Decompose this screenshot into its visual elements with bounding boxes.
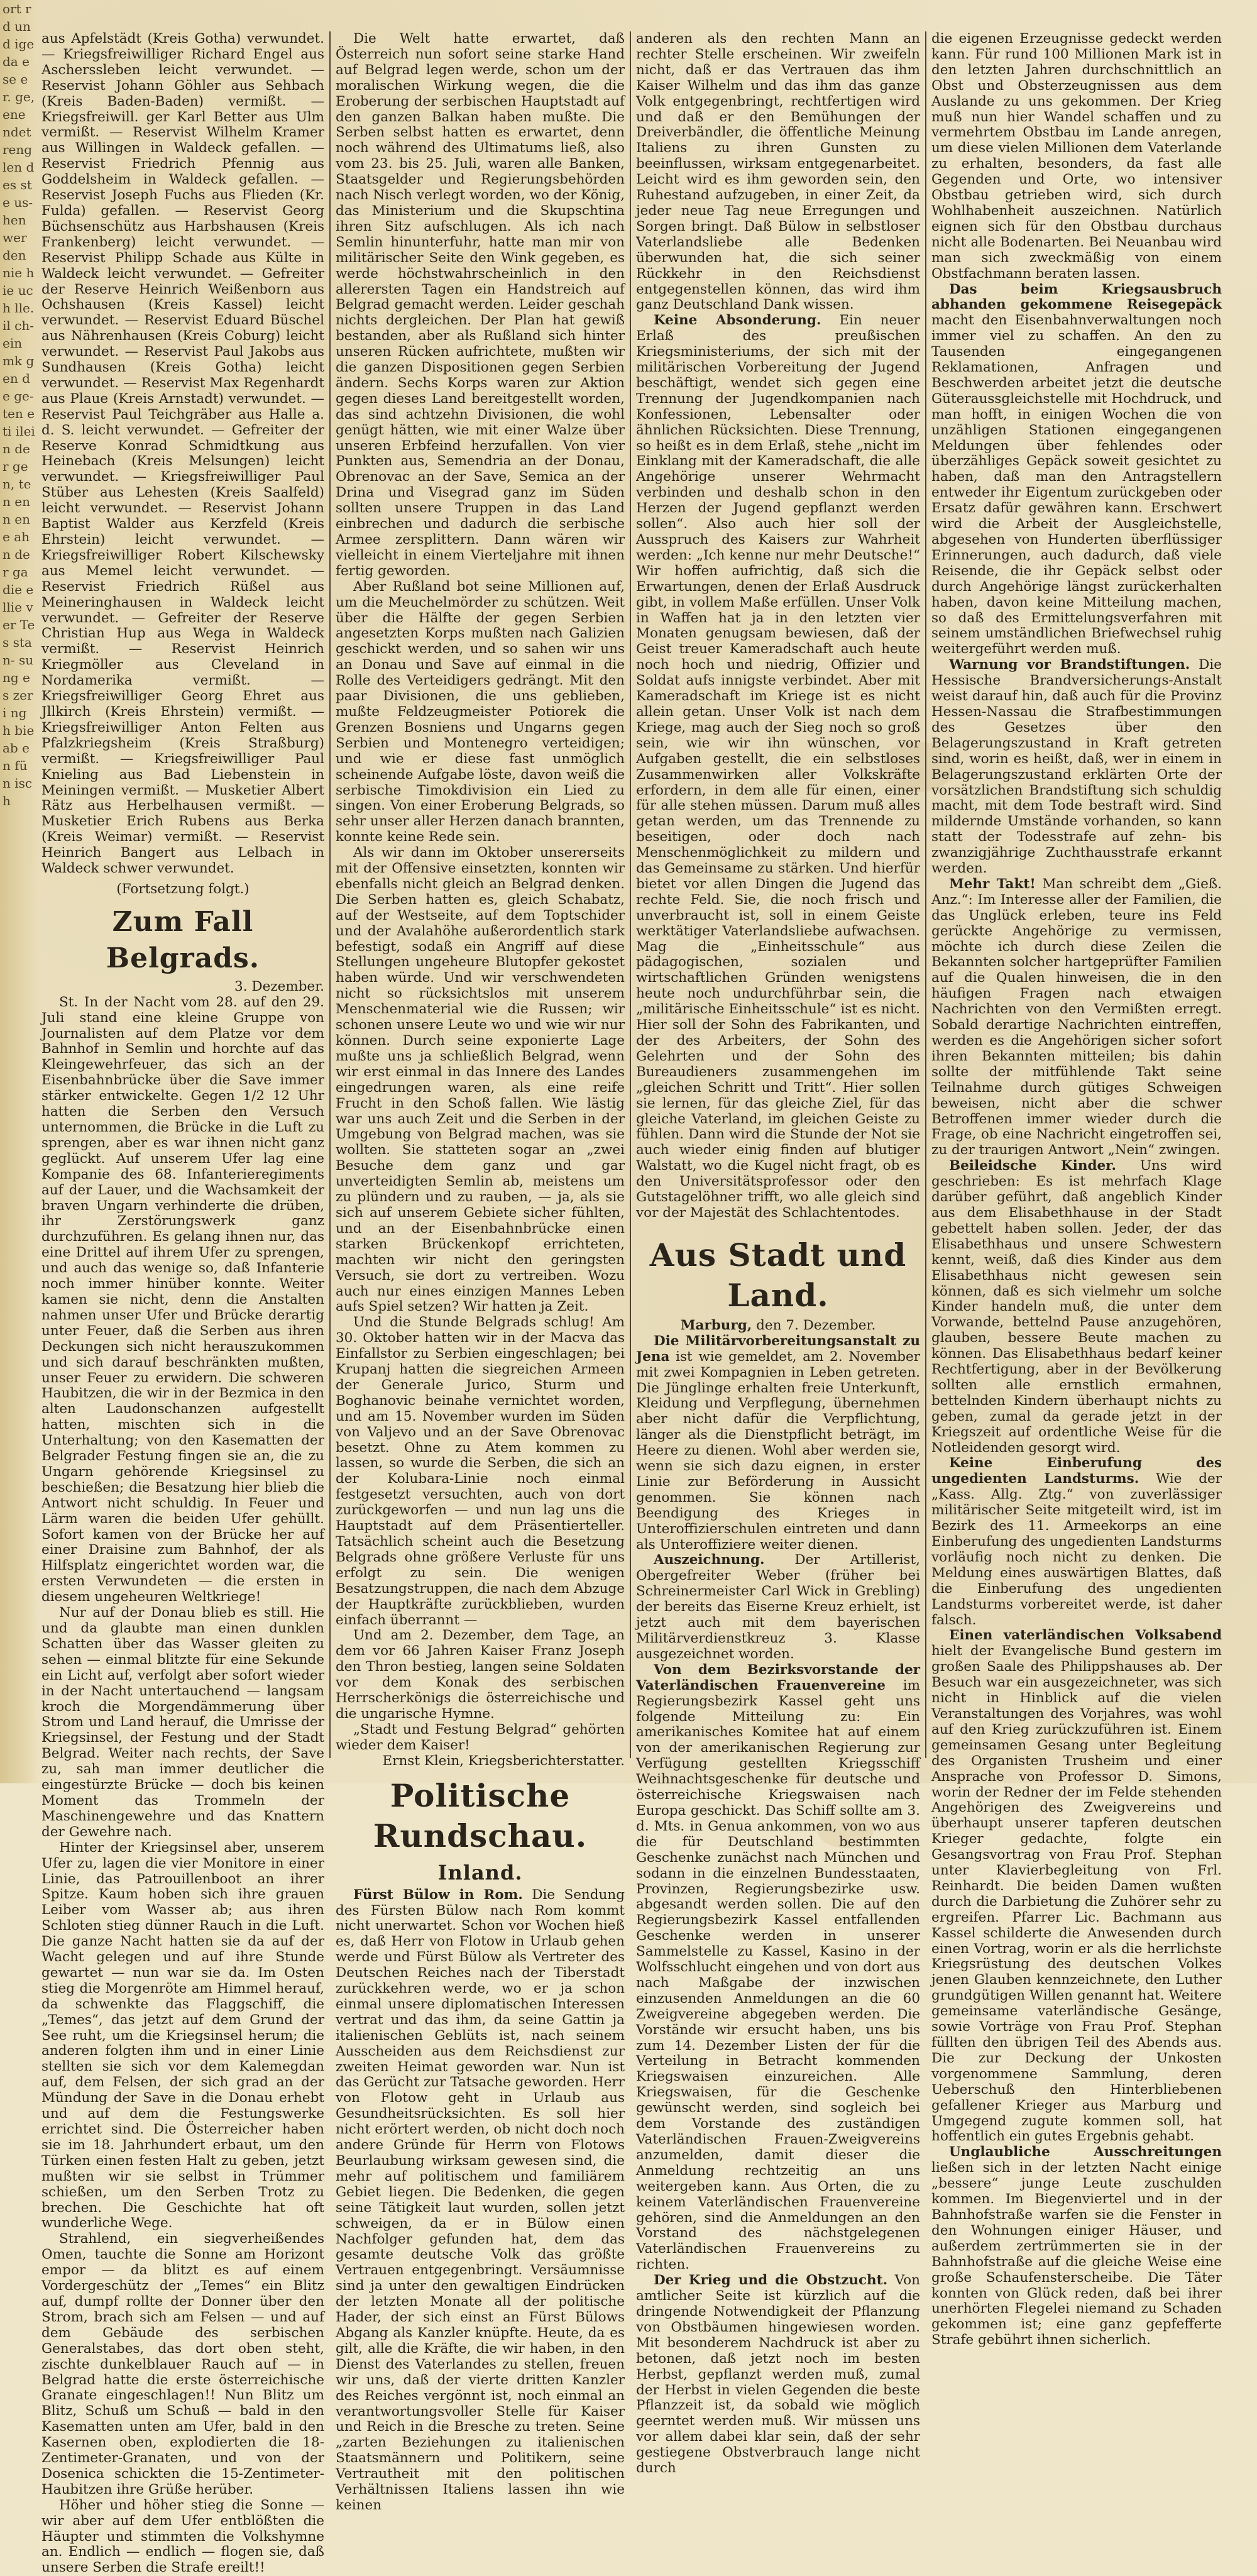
item-text: Wie der „Kass. Allg. Ztg.“ von zuverlässiger militärischer Seite mitgeteilt wird, ist im Bezirk des 11. Armeekorps an eine Einberufung des ungedienten Landsturms vorläufig noch nicht zu denken. Die Meldung eines auswärtigen Blattes, daß die Einberufung des ungedienten Landsturms vorbereitet werde, ist daher falsch. (931, 1471, 1222, 1628)
article-paragraph: Aber Rußland bot seine Millionen auf, um die Meuchelmörder zu schützen. Weit über die Hälfte der gegen Serbien angesetzten Korps mußten nach Galizien geschickt werden, und so sahen wir uns an Donau und Save auf einmal in die Rolle des Verteidigers gedrängt. Mit den paar Divisionen, die uns geblieben, mußte Feldzeugmeister Potiorek die Grenzen Bosniens und Ungarns gegen Serbien und Montenegro verteidigen; und wie er diese fast unmöglich scheinende Aufgabe löste, davon weiß die serbische Timokdivision ein Lied zu singen. Von einer Eroberung Belgrads, so sehr unser aller Herzen danach brannten, konnte keine Rede sein. (336, 578, 625, 845)
item-heading: Keine Absonderung. (653, 312, 821, 329)
article-paragraph: „Stadt und Festung Belgrad“ gehörten wieder dem Kaiser! (336, 1721, 625, 1753)
item-heading: Keine Einberufung des ungedienten Landsturms. (931, 1455, 1222, 1487)
article-paragraph: anderen als den rechten Mann an rechter Stelle erscheinen. Wir zweifeln nicht, daß er das Vertrauen das ihm Kaiser Wilhelm und das ihm das ganze Volk entgegenbringt, rechtfertigen wird und daß er den Bemühungen der Dreiverbändler, die öffentliche Meinung Italiens zu ihren Gunsten zu beeinflussen, wirksam entgegenarbeitet. Leicht wird es ihm geworden sein, den Ruhestand aufzugeben, in einer Zeit, da jeder neue Tag neue Erregungen und Sorgen bringt. Daß Bülow in selbstloser Vaterlandsliebe alle Bedenken überwunden hat, die sich seiner Rückkehr in den Reichsdienst entgegenstellen können, das wird ihm ganz Deutschland Dank wissen. (636, 31, 920, 313)
item-text: ist wie gemeldet, am 2. November mit zwei Kompagnien in Leben getreten. Die Jünglinge erhalten freie Unterkunft, Kleidung und Verpflegung, übernehmen aber nicht dafür die Verpflichtung, länger als die Dienstpflicht beträgt, im Heere zu dienen. Wohl aber werden sie, wenn sie sich dazu eignen, in erster Linie zur Beförderung in Aussicht genommen. Sie können nach Beendigung des Krieges in Unteroffizierschulen eintreten und dann als Unteroffiziere weiter dienen. (636, 1348, 920, 1553)
article-paragraph: Hinter der Kriegsinsel aber, unserem Ufer zu, lagen die vier Monitore in einer Linie, das Patrouillenboot an ihrer Spitze. Kaum hoben sich ihre grauen Leiber vom Wasser ab; aus ihren Schloten stieg dünner Rauch in die Luft. Die ganze Nacht hatten sie da auf der Wacht gelegen und auf ihre Stunde gewartet — nun war sie da. Im Osten stieg die Morgenröte am Himmel herauf, da schwenkte das Flaggschiff, die „Temes“, das jetzt auf dem Grund der See ruht, um die Kriegsinsel herum; die anderen folgten ihm und in einer Linie stellten sie sich vor dem Kalemegdan auf, dem Felsen, der sich grad an der Mündung der Save in die Donau erhebt und auf dem die Festungswerke errichtet sind. Die Österreicher haben sie im 18. Jahrhundert erbaut, um den Türken einen festen Halt zu geben, jetzt mußten wir sie selbst in Trümmer schießen, um den Serben Trotz zu brechen. Die Geschichte hat oft wunderliche Wege. (41, 1839, 324, 2232)
article-paragraph: Und die Stunde Belgrads schlug! Am 30. Oktober hatten wir in der Macva das Einfallstor zu Serbien eingeschlagen; bei Krupanj hatten die siegreichen Armeen der Generale Jurico, Sturm und Boghanovic beinahe vernichtet worden, und am 15. November wurden im Süden von Valjevo und an der Save Obrenovac besetzt. Ohne zu Atem kommen zu lassen, so wurde die Serben, die sich an der Kolubara-Linie noch einmal festgesetzt versuchten, auch von dort zurückgeworfen — und nun lag uns die Hauptstadt auf dem Präsentierteller. Tatsächlich scheint auch die Besetzung Belgrads ohne größere Verluste für uns erfolgt zu sein. Die wenigen Besatzungstruppen, die nach dem Abzuge der Hauptkräfte zurückblieben, wurden einfach überrannt — (336, 1314, 625, 1628)
item-text: im Regierungsbezirk Kassel geht uns folgende Mitteilung zu: Ein amerikanisches Komitee hat auf einem von der amerikanischen Regierung zur Verfügung gestellten Kriegsschiff Weihnachtsgeschenke für deutsche und österreichische Kriegswaisen nach Europa geschickt. Das Schiff sollte am 3. d. Mts. in Genua ankommen, von wo aus die für Deutschland bestimmten Geschenke zunächst nach München und sodann in die einzelnen Bundesstaaten, Provinzen, Regierungsbezirke usw. abgesandt werden sollen. Die auf den Regierungsbezirk Kassel entfallenden Geschenke werden in unserer Sammelstelle zu Kassel, Kasino in der Wolfsschlucht eingehen und von dort aus nach Maßgabe der inzwischen einzusenden Anmeldungen an die 60 Zweigvereine abgegeben werden. Die Vorstände wir ersucht haben, uns bis zum 14. Dezember Listen der für die Verteilung in Betracht kommenden Kriegswaisen einzureichen. Alle Kriegswaisen, für die Geschenke gewünscht werden, sind sogleich bei dem Vorstande des zuständigen Vaterländischen Frauen-Zweigvereins anzumelden, damit dieser die Anmeldung rechtzeitig an uns weitergeben kann. Aus Orten, die zu keinem Vaterländischen Frauenvereine gehören, sind die Anmeldungen an den Vorstand des nächstgelegenen Vaterländischen Frauenvereins zu richten. (636, 1677, 920, 2273)
item-text: Von amtlicher Seite ist kürzlich auf die dringende Notwendigkeit der Pflanzung von Obstbäumen hingewiesen worden. Mit besonderem Nachdruck ist aber zu betonen, daß jetzt noch im besten Herbst, gepflanzt werden muß, zumal der Herbst in vielen Gegenden die beste Pflanzzeit ist, da sobald wie möglich geerntet werden muß. Wir müssen uns vor allem dabei klar sein, daß der sehr gestiegene Obstverbrauch lange nicht durch (636, 2272, 920, 2477)
column-3 (636, 31, 921, 2477)
item-heading: Beileidsche Kinder. (948, 1158, 1117, 1174)
section-title-stadt-land: Aus Stadt und Land. (649, 1236, 907, 1314)
article-signature: Ernst Klein, Kriegsberichterstatter. (382, 1753, 625, 1769)
item-heading: Fürst Bülow in Rom. (353, 1886, 523, 1903)
item-heading: Mehr Takt! (948, 876, 1036, 892)
item-text: macht den Eisenbahnverwaltungen noch immer viel zu schaffen. An den zu Tausenden eingegangenen Reklamationen, Anfragen und Beschwerden arbeitet jetzt die deutsche Güteraussgleichstelle mit Hochdruck, und man hofft, in einigen Wochen die von unzähligen Stationen eingegangenen Meldungen über fehlendes oder überzähliges Gepäck soweit gesichtet zu haben, daß man den Antragstellern entweder ihr Eigentum zurückgeben oder Ersatz dafür gewähren kann. Erschwert wird die Arbeit der Ausgleichstelle, abgesehen von Hunderten überflüssiger Erinnerungen, auch dadurch, daß viele Reisende, die ihr Gepäck selbst oder durch Angehörige längst zurückerhalten haben, davon keine Mitteilung machen, so daß des Ermittelungsverfahren mit seinem umständlichen Briefwechsel ruhig weitergeführt werden muß. (931, 312, 1222, 658)
continuation-note: (Fortsetzung folgt.) (116, 881, 250, 897)
dateline-date: den 7. Dezember. (756, 1317, 876, 1333)
item-heading: Die Militärvorbereitungsanstalt zu Jena (636, 1333, 920, 1365)
column-rule (925, 31, 926, 1758)
item-heading: Das beim Kriegsausbruch abhanden gekommene Reisegepäck (931, 281, 1222, 313)
casualty-list: aus Apfelstädt (Kreis Gotha) verwundet. — Kriegsfreiwilliger Richard Engel aus Ascherssleben leicht verwundet. — Reservist Johann Göhler aus Sehbach (Kreis Baden-Baden) vermißt. — Kriegsfreiwill. ger Karl Better aus Ulm vermißt. — Reservist Wilhelm Kramer aus Willingen in Waldeck gefallen. — Reservist Friedrich Pfennig aus Goddelsheim in Waldeck gefallen. — Reservist Joseph Fuchs aus Flieden (Kr. Fulda) gefallen. — Reservist Georg Büchsenschütz aus Harbshausen (Kreis Frankenberg) leicht verwundet. — Reservist Philipp Schade aus Külte in Waldeck leicht verwundet. — Gefreiter der Reserve Heinrich Weißenborn aus Ochshausen (Kreis Kassel) leicht verwundet. — Reservist Eduard Büschel aus Nährenhausen (Kreis Coburg) leicht verwundet. — Reservist Paul Jakobs aus Sundhausen (Kreis Gotha) leicht verwundet. — Reservist Max Regenhardt aus Plaue (Kreis Arnstadt) verwundet. — Reservist Paul Teichgräber aus Halle a. d. S. leicht verwundet. — Gefreiter der Reserve Konrad Schmidtkung aus Heinebach (Kreis Melsungen) leicht verwundet. — Kriegsfreiwilliger Paul Stüber aus Lehesten (Kreis Saalfeld) leicht verwundet. — Reservist Johann Baptist Walder aus Kerzfeld (Kreis Ehrstein) leicht verwundet. — Kriegsfreiwilliger Robert Kilschewsky aus Memel leicht verwundet. — Reservist Friedrich Rüßel aus Meineringhausen in Waldeck leicht verwundet. — Gefreiter der Reserve Christian Hup aus Wega in Waldeck vermißt. — Reservist Heinrich Kriegmöller aus Cleveland in Nordamerika vermißt. — Kriegsfreiwilliger Georg Ehret aus Jllkirch (Kreis Ehrstein) vermißt. — Kriegsfreiwilliger Anton Felten aus Pfalzkriegsheim (Kreis Straßburg) vermißt. — Kriegsfreiwilliger Paul Knieling aus Bad Liebenstein in Meiningen vermißt. — Musketier Albert Rätz aus Herbelhausen vermißt. — Musketier Erich Rubens aus Berka (Kreis Weimar) vermißt. — Reservist Heinrich Bangert aus Lelbach in Waldeck schwer verwundet. (41, 31, 324, 877)
article-paragraph: Nur auf der Donau blieb es still. Hie und da glaubte man einen dunklen Schatten über das Wasser gleiten zu sehen — einmal blitzte für eine Sekunde ein Licht auf, verfolgt aber sofort wieder in der Nacht untertauchend — langsam kroch die Morgendämmerung über Strom und Land herauf, die Umrisse der Kriegsinsel, der Festung und der Stadt Belgrad. Weiter nach rechts, der Save zu, sah man immer deutlicher die eingestürzte Brücke — doch bis keinen Moment das Trommeln der Maschinengewehre und das Knattern der Gewehre nach. (41, 1605, 324, 1840)
dateline-place: Marburg, (680, 1317, 752, 1333)
item-text: Die Hessische Brandversicherungs-Anstalt weist darauf hin, daß auch für die Provinz Hessen-Nassau die Strafbestimmungen des Gesetzes über den Belagerungszustand in Kraft getreten sind, worin es heißt, daß, wer in einem in Belagerungszustand erklärten Orte der vorsätzlichen Brandstiftung sich schuldig macht, mit dem Tode bestraft wird. Sind mildernde Umstände vorhanden, so kann statt der Todesstrafe auf zehn- bis zwanzigjährige Zuchthausstrafe erkannt werden. (931, 657, 1222, 877)
adjacent-page-fragment: ort rd und ige da ese er. ge, ene ndet reng len des ste us- hen wer den nie hie uch lle. il ch- ein mk gen de ge- ten e ti ilein der gen, ten enn ene ahn der ga die ellie ver Tes stan- sung es zeri ng h bie ab en fün isch (3, 1, 35, 808)
item-text: ließen sich in der letzten Nacht einige „bessere“ junge Leute zuschulden kommen. Im Biegenviertel und in der Bahnhofstraße warfen sie die Fenster in den Wohnungen einiger Häuser, und außerdem zertrümmerten sie in der Bahnhofstraße auf die gleiche Weise eine große Schaufensterscheibe. Die Täter konnten von Glück reden, daß bei ihrer unerhörten Flegelei niemand zu Schaden gekommen ist; eine ganz gepfefferte Strafe gebührt ihnen sicherlich. (931, 2160, 1222, 2348)
section-title-politik: Politische Rundschau. (373, 1776, 588, 1854)
item-heading: Einen vaterländischen Volksabend (948, 1627, 1222, 1644)
article-paragraph: St. In der Nacht vom 28. auf den 29. Juli stand eine kleine Gruppe von Journalisten auf dem Platze vor dem Bahnhof in Semlin und horchte auf das Kleingewehrfeuer, das sich an der Eisenbahnbrücke über die Save immer stärker entwickelte. Gegen 1/2 12 Uhr hatten die Serben den Versuch unternommen, die Brücke in die Luft zu sprengen, aber es war ihnen nicht ganz geglückt. Auf unserem Ufer lag eine Kompanie des 68. Infanterieregiments auf der Lauer, und die Wachsamkeit der braven Ungarn verhinderte die drüben, ihr Zerstörungswerk ganz durchzuführen. Es gelang ihnen nur, das eine Drittel auf ihrem Ufer zu sprengen, und auch das wenige so, daß Infanterie noch immer hinüber konnte. Weiter kamen sie nicht, denn die Anstalten nahmen unser Ufer und Brücke derartig unter Feuer, daß die Serben aus ihren Deckungen sich nicht herauszukommen und sich darauf beschränkten mußten, unser Feuer zu erwidern. Die schweren Haubitzen, die wir in der Bezmica in den alten Laudonschanzen aufgestellt hatten, mischten sich in die Unterhaltung; von den Kasematten der Belgrader Festung fingen sie an, die zu Ungarn gehörende Kriegsinsel zu beschießen; die Besatzung hier blieb die Antwort nicht schuldig. In Feuer und Lärm waren die beiden Ufer gehüllt. Sofort kamen von der Brücke her auf einer Draisine zum Bahnhof, der als Hilfsplatz eingerichtet worden war, die ersten Verwundeten — die ersten in diesem ungeheuren Weltkriege! (41, 994, 324, 1605)
article-paragraph: Höher und höher stieg die Sonne — wir aber auf dem Ufer entblößten die Häupter und stimmten die Volkshymne an. Endlich — endlich — flogen sie, daß unsere Serben die Strafe ereilt!! (41, 2497, 324, 2576)
item-heading: Warnung vor Brandstiftungen. (948, 657, 1190, 673)
left-page-margin (0, 0, 39, 1783)
item-text: Die Sendung des Fürsten Bülow nach Rom kommt nicht unerwartet. Schon vor Wochen hieß es, daß Herr von Flotow in Urlaub gehen werde und Fürst Bülow als Vertreter des Deutschen Reiches nach der Tiberstadt zurückkehren werde, wo er ja schon einmal unsere diplomatischen Interessen vertrat und das ihm, da seine Gattin ja italienischen Geblüts ist, nach seinem Ausscheiden aus dem Reichsdienst zur zweiten Heimat geworden war. Nun ist das Gerücht zur Tatsache geworden. Herr von Flotow geht in Urlaub aus Gesundheitsrücksichten. Es soll hier nicht erörtert werden, ob nicht doch noch andere Gründe für Herrn von Flotows Beurlaubung wirksam gewesen sind, die mehr auf politischem und familiärem Gebiet liegen. Die Bedenken, die gegen seine Tätigkeit laut wurden, sollen jetzt schweigen, da er in Bülow einen Nachfolger gefunden hat, dem das gesamte deutsche Volk das größte Vertrauen entgegenbringt. Versäumnisse sind ja unter den gewaltigen Eindrücken der letzten Monate all der politische Hader, der sich einst an Fürst Bülows Abgang als Kanzler knüpfte. Heute, da es gilt, alle die Kräfte, die wir haben, in den Dienst des Vaterlandes zu stellen, freuen wir uns, daß der vierte dritten Kanzler des Reiches vergönnt ist, noch einmal an verantwortungsvoller Stelle für Kaiser und Reich in die Bresche zu treten. Seine „zarten Beziehungen zu italienischen Staatsmännern und Politikern, seine Vertrautheit mit den politischen Verhältnissen Italiens lassen ihn wie keinen (336, 1886, 625, 2513)
column-rule (630, 31, 631, 1758)
column-rule (329, 31, 331, 1758)
article-paragraph: Strahlend, ein siegverheißendes Omen, tauchte die Sonne am Horizont empor — da blitzt es auf einem Vordergeschütz der „Temes“ ein Blitz auf, dumpf rollte der Donner über den Strom, brach sich am Felsen — und auf dem Gebäude des serbischen Generalstabes, das dort oben steht, zischte dunkelblauer Rauch auf — in Belgrad hatte die erste österreichische Granate eingeschlagen!! Nun Blitz um Blitz, Schuß um Schuß — bald in den Kasematten unten am Ufer, bald in den Kasernen oben, explodierten die 18-Zentimeter-Granaten, und von der Dosenica schickten die 15-Zentimeter-Haubitzen ihre Grüße herüber. (41, 2231, 324, 2497)
column-2 (336, 31, 625, 2513)
article-paragraph: Und am 2. Dezember, dem Tage, an dem vor 66 Jahren Kaiser Franz Joseph den Thron bestieg, langen seine Soldaten vor dem Konak des serbischen Herrscherkönigs die österreichische und die ungarische Hymne. (336, 1627, 625, 1722)
article-title-belgrad: Zum Fall Belgrads. (106, 905, 260, 974)
item-text: hielt der Evangelische Bund gestern im großen Saale des Philippshauses ab. Der Besuch war ein ausgezeichneter, was sich nicht in Hinblick auf die vielen Veranstaltungen des Vorjahres, was wohl auf den Krieg zurückzuführen ist. Einem gemeinsamen Gesang unter Begleitung des Organisten Trusheim und einer Ansprache von Professor D. Simons, worin der Redner der im Felde stehenden Angehörigen des Zweigvereins und überhaupt unserer tapferen deutschen Krieger gedachte, folgte ein Gesangsvortrag von Frau Prof. Stephan unter Klavierbegleitung von Frl. Reinhardt. Die beiden Damen wußten durch die Darbietung die Zuhörer sehr zu ergreifen. Pfarrer Lic. Bachmann aus Kassel schilderte die Anwesenden durch einen Vortrag, worin er als die herrlichste Kriegsrüstung des deutschen Volkes jenen Glauben kennzeichnete, den Luther grundgütigen Willen genannt hat. Weitere gemeinsame vaterländische Gesänge, sowie Vorträge von Frau Prof. Stephan füllten den übrigen Teil des Abends aus. Die zur Deckung der Unkosten vorgenommene Sammlung, deren Ueberschuß den Hinterbliebenen gefallener Krieger aus Marburg und Umgegend zugute kommen soll, hat hoffentlich ein gutes Ergebnis gehabt. (931, 1643, 1222, 2145)
item-text: Man schreibt dem „Gieß. Anz.“: Im Interesse aller der Familien, die das Unglück erleben, teure ins Feld gerückte Angehörige zu vermissen, möchte ich durch diese Zeilen die Bekannten solcher hartgeprüfter Familien auf die Qualen hinweisen, die in den häufigen Fragen nach etwaigen Nachrichten von den Vermißten erregt. Sobald derartige Nachrichten eintreffen, werden es die Angehörigen sicher sofort ihren Bekannten mitteilen; bis dahin sollte der mitfühlende Takt seine Teilnahme durch gütiges Schweigen beweisen, nicht aber die schwer Betroffenen immer wieder durch die Frage, ob eine Nachricht eingetroffen sei, zu der traurigen Antwort „Nein“ zwingen. (931, 876, 1222, 1159)
item-text: Ein neuer Erlaß des preußischen Kriegsministeriums, der sich mit der militärischen Vorbereitung der Jugend beschäftigt, wendet sich gegen eine Trennung der Jugendkompanien nach Konfessionen, Lebensalter oder ähnlichen Rücksichten. Diese Trennung, so heißt es in dem Erlaß, stehe „nicht im Einklang mit der Kameradschaft, die alle Angehörige unserer Wehrmacht verbinden und deshalb schon in den Herzen der Jugend gepflanzt werden sollen“. Also auch hier soll der Ausspruch des Kaisers zur Wahrheit werden: „Ich kenne nur mehr Deutsche!“ Wir hoffen aufrichtig, daß sich die Erwartungen, denen der Erlaß Ausdruck gibt, in vollem Maße erfüllen. Unser Volk in Waffen hat ja in den letzten vier Monaten genugsam bewiesen, daß der Geist treuer Kameradschaft auch heute noch hoch und niedrig, Offizier und Soldat aufs innigste verbindet. Aber mit Kameradschaft im Kriege ist es nicht allein getan. Unser Volk ist nach dem Kriege, mag auch der Sieg noch so groß sein, wie wir ihn wünschen, vor Aufgaben gestellt, die ein selbstloses Zusammenwirken aller Volkskräfte erfordern, in dem alle für einen, einer für alle stehen müssen. Darum muß alles getan werden, um das Trennende zu beseitigen, oder doch nach Menschenmöglichkeit zu mildern und das Gemeinsame zu stärken. Und hierfür bietet vor allen Dingen die Jugend das rechte Feld. Sie, die noch frisch und unverbraucht ist, soll in einem Geiste werktätiger Vaterlandsliebe aufwachsen. Mag die „Einheitsschule“ aus pädagogischen, sozialen und wirtschaftlichen Gründen wenigstens heute noch undurchführbar sein, die „militärische Einheitsschule“ ist es nicht. Hier soll der Sohn des Fabrikanten, und der des Arbeiters, der Sohn des Gelehrten und der Sohn des Bureaudieners zusammengehen im „gleichen Schritt und Tritt“. Hier sollen sie lernen, für das gleiche Ziel, für das gleiche Vaterland, im gleichen Geiste zu fühlen. Dann wird die Stunde der Not sie auch wieder einig finden auf blutiger Walstatt, wo die Kugel nicht fragt, ob es den Universitätsprofessor oder den Gutstagelöhner trifft, wo alle gleich sind vor der Majestät des Schlachtentodes. (636, 312, 921, 1221)
article-paragraph: Als wir dann im Oktober unsererseits mit der Offensive einsetzten, konnten wir ebenfalls nicht gleich an Belgrad denken. Die Serben hatten es, gleich Schabatz, auf der Westseite, auf dem Toptschider und der Avalahöhe außerordentlich stark befestigt, sodaß ein Angriff auf diese Stellungen ungeheure Blutopfer gekostet haben würde. Und wir verschwendeten nicht so rücksichtslos mit unserem Menschenmaterial wie die Russen; wir schonen unsere Leute wo und wie wir nur können. Durch seine exponierte Lage mußte uns ja schließlich Belgrad, wenn wir erst einmal in das Innere des Landes eingedrungen waren, als eine reife Frucht in den Schoß fallen. Wie lästig war uns auch Zeit und die Serben in der Umgebung von Belgrad machen, was sie wollten. Sie statteten sogar an „zwei Besuche dem ganz und gar unverteidigten Semlin ab, meistens um zu plündern und zu rauben, — ja, als sie sich auf unserem Gebiete sicher fühlten, und an der Eisenbahnbrücke einen starken Brückenkopf errichteten, machten wir nicht den geringsten Versuch, sie dort zu vertreiben. Wozu auch nur eines einzigen Mannes Leben aufs Spiel setzen? Wir hatten ja Zeit. (336, 845, 625, 1315)
article-paragraph: die eigenen Erzeugnisse gedeckt werden kann. Für rund 100 Millionen Mark ist in den letzten Jahren durchschnittlich an Obst und Obsterzeugnissen aus dem Auslande zu uns gekommen. Der Krieg muß nun hier Wandel schaffen und zu vermehrtem Obstbau im Lande anregen, um diese vielen Millionen dem Vaterlande zu erhalten, besonders, da fast alle Gegenden und Orte, wo intensiver Obstbau getrieben wird, sich durch Wohlhabenheit auszeichnen. Natürlich eignen sich für den Obstbau durchaus nicht alle Bodenarten. Bei Neuanbau wird man sich zweckmäßig von einem Obstfachmann beraten lassen. (931, 31, 1222, 282)
item-text: Der Artillerist, Obergefreiter Weber (früher bei Schreinermeister Carl Wick in Grebling) der bereits das Eiserne Kreuz erhielt, ist jetzt auch mit dem bayerischen Militärverdienstkreuz 3. Klasse ausgezeichnet worden. (636, 1552, 920, 1662)
column-4 (931, 31, 1222, 2348)
article-dateline: 3. Dezember. (234, 978, 324, 994)
item-text: Uns wird geschrieben: Es ist mehrfach Klage darüber geführt, daß angeblich Kinder aus dem Elisabethhause in der Stadt gebettelt haben sollen. Jeder, der das Elisabethhaus und unsere Schwestern kennt, weiß, daß dies Kinder aus dem Elisabethhaus nicht gewesen sein können, daß es sich vielmehr um solche Kinder handeln muß, die unter dem Vorwande, bettelnd Pause anzugehören, glauben, bessere Beute machen zu können. Das Elisabethhaus bedarf keiner Rechtfertigung, aber in der Bevölkerung sollten alle ernstlich ermahnen, bettelnden Kindern überhaupt nichts zu geben, zumal da gerade jetzt in der Kriegszeit auf ordentliche Weise für die Notleidenden gesorgt wird. (931, 1158, 1222, 1456)
item-heading: Von dem Bezirksvorstande der Vaterländischen Frauenvereine (636, 1661, 920, 1693)
item-heading: Unglaubliche Ausschreitungen (948, 2144, 1222, 2160)
column-1 (41, 31, 324, 2576)
item-heading: Auszeichnung. (653, 1552, 765, 1568)
item-heading: Der Krieg und die Obstzucht. (653, 2272, 888, 2289)
section-subtitle-inland: Inland. (437, 1860, 523, 1885)
article-paragraph: Die Welt hatte erwartet, daß Österreich nun sofort seine starke Hand auf Belgrad legen werde, schon um der moralischen Wirkung wegen, die die Eroberung der serbischen Hauptstadt auf den ganzen Balkan haben mußte. Die Serben selbst hatten es erwartet, denn noch während des Ultimatums ließ, also vom 23. bis 25. Juli, waren alle Banken, Staatsgelder und Regierungsbehörden nach Nisch verlegt worden, wo der König, das Ministerium und die Skupschtina ihren Sitz aufschlugen. Als ich nach Semlin hinunterfuhr, hatte man mir von militärischer Seite den Wink gegeben, es werde höchstwahrscheinlich in den allerersten Tagen ein Handstreich auf Belgrad gemacht werden. Leider geschah nichts dergleichen. Der Plan hat gewiß bestanden, aber als Rußland sich hinter unseren Rücken aufrichtete, mußten wir die ganzen Dispositionen gegen Serbien ändern. Sechs Korps waren zur Aktion gegen dieses Land bereitgestellt worden, das sind achtzehn Divisionen, die wohl genügt hätten, wie mit einer Walze über unseren Erbfeind herzufallen. Von vier Punkten aus, Semendria an der Donau, Obrenovac an der Save, Semica an der Drina und Visegrad ganz im Süden sollten unsere Truppen in das Land einbrechen und dadurch die serbische Armee zersplittern. Dann wären wir vielleicht in einem Vierteljahre mit ihnen fertig geworden. (336, 31, 625, 579)
